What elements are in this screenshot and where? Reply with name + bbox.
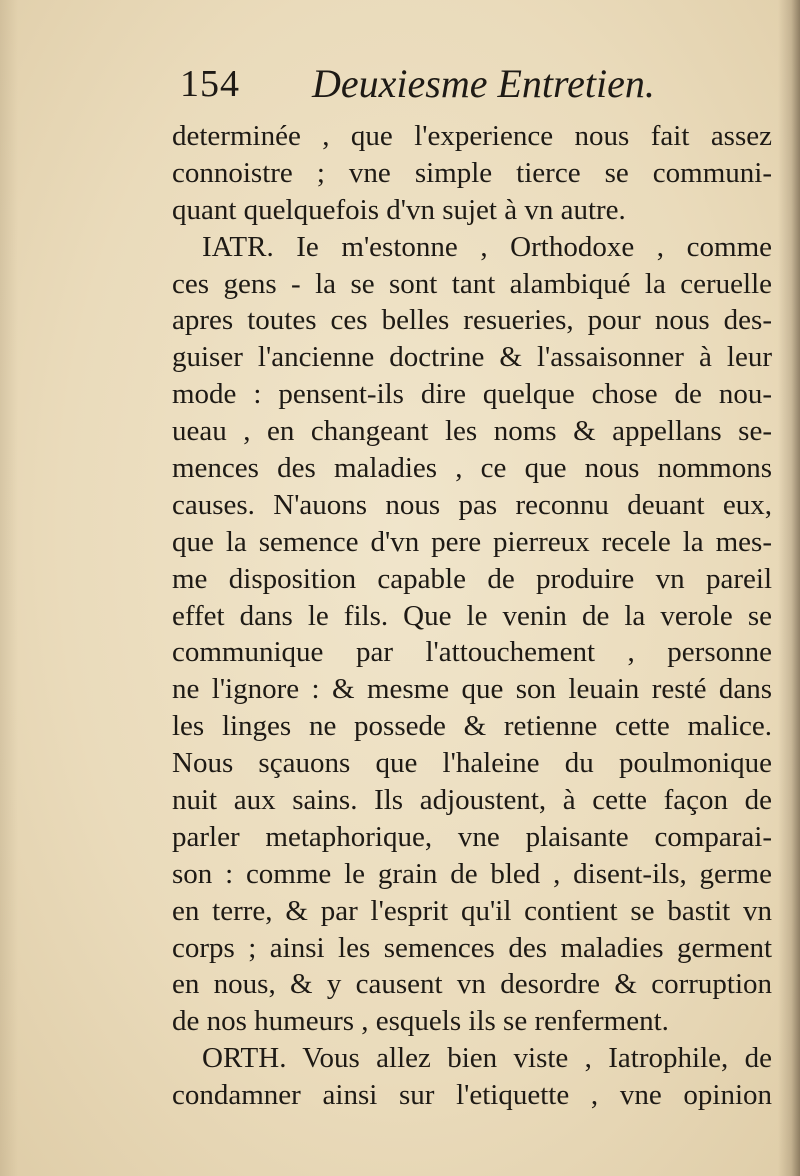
text-line: corps ; ainsi les semences des maladies germent bbox=[172, 931, 772, 964]
text-line: ueau , en changeant les noms & appellans se- bbox=[172, 415, 772, 448]
text-line: que la semence d'vn pere pierreux recele la mes- bbox=[172, 525, 772, 558]
text-line: en nous, & y causent vn desordre & corruption bbox=[172, 968, 772, 1001]
text-line: quant quelquefois d'vn sujet à vn autre. bbox=[172, 193, 626, 226]
text-line: determinée , que l'experience nous fait assez bbox=[172, 120, 772, 152]
text-line: communique par l'attouchement , personne bbox=[172, 636, 772, 669]
text-line: ORTH. Vous allez bien viste , Iatrophile, de bbox=[202, 1042, 772, 1075]
text-line: nuit aux sains. Ils adjoustent, à cette façon de bbox=[172, 784, 772, 817]
text-line: mode : pensent-ils dire quelque chose de nou- bbox=[172, 378, 772, 411]
text-line: son : comme le grain de bled , disent-ils, germe bbox=[172, 857, 772, 890]
text-line: en terre, & par l'esprit qu'il contient se bastit vn bbox=[172, 894, 772, 927]
text-line: condamner ainsi sur l'etiquette , vne opinion bbox=[172, 1079, 772, 1112]
text-line: connoistre ; vne simple tierce se communi- bbox=[172, 156, 772, 189]
page-binding-shadow bbox=[778, 0, 800, 1176]
page-number: 154 bbox=[180, 63, 240, 105]
text-line: les linges ne possede & retienne cette malice. bbox=[172, 710, 772, 743]
text-line: ne l'ignore : & mesme que son leuain resté dans bbox=[172, 673, 772, 706]
text-line: apres toutes ces belles resueries, pour nous des- bbox=[172, 304, 772, 337]
text-line: parler metaphorique, vne plaisante comparai- bbox=[172, 820, 772, 853]
text-line: causes. N'auons nous pas reconnu deuant eux, bbox=[172, 488, 772, 521]
body-text bbox=[172, 118, 772, 1114]
text-line: Nous sçauons que l'haleine du poulmonique bbox=[172, 747, 772, 780]
running-title: Deuxiesme Entretien. bbox=[312, 61, 655, 106]
text-line: ces gens - la se sont tant alambiqué la ceruelle bbox=[172, 267, 772, 300]
text-line: effet dans le fils. Que le venin de la verole se bbox=[172, 599, 772, 632]
text-line: IATR. Ie m'estonne , Orthodoxe , comme bbox=[202, 230, 772, 263]
text-line: me disposition capable de produire vn pareil bbox=[172, 562, 772, 595]
text-line: guiser l'ancienne doctrine & l'assaisonner à leur bbox=[172, 341, 772, 374]
text-line: de nos humeurs , esquels ils se renferment. bbox=[172, 1005, 669, 1038]
text-line: mences des maladies , ce que nous nommons bbox=[172, 452, 772, 485]
page-header bbox=[180, 58, 740, 110]
page-left-shading bbox=[0, 0, 18, 1176]
